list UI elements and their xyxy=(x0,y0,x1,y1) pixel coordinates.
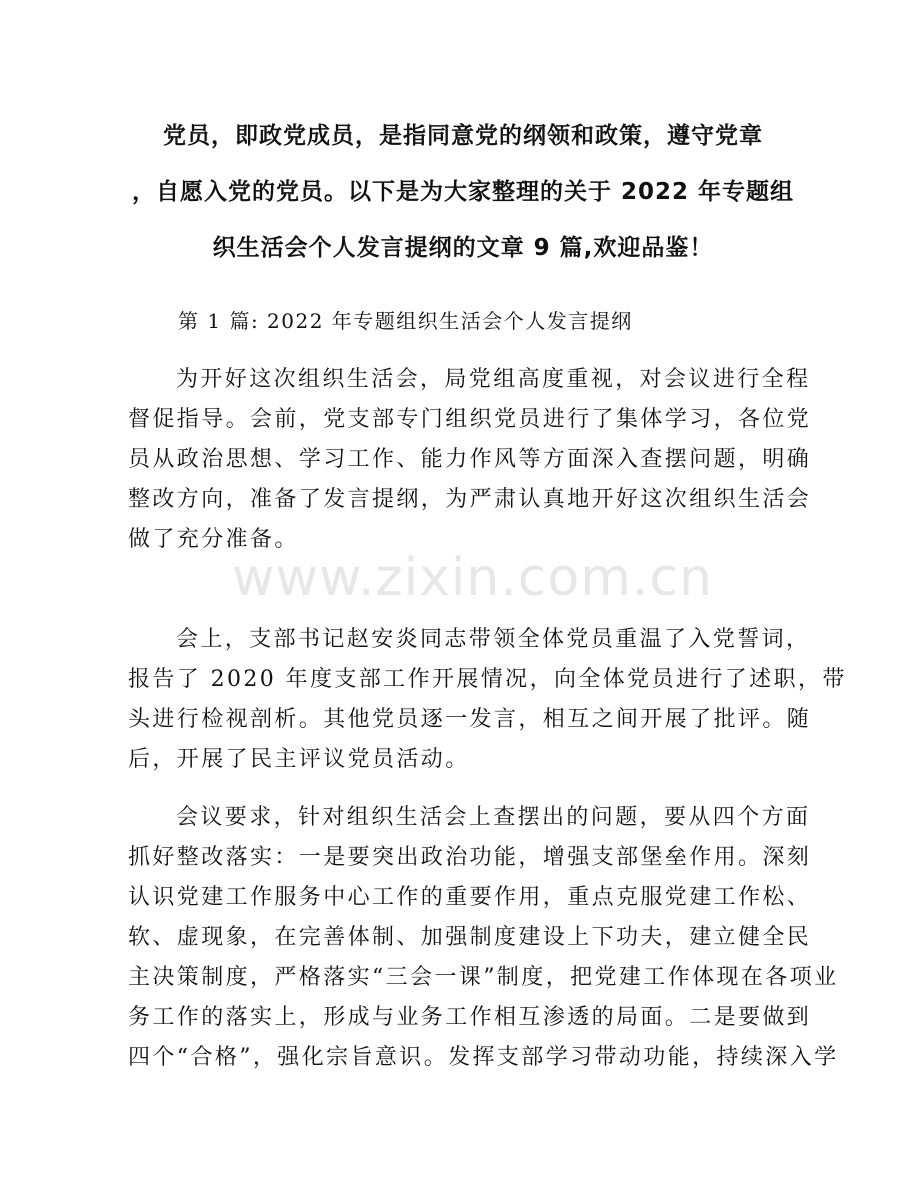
paragraph-line: 会上，支部书记赵安炎同志带领全体党员重温了入党誓词， xyxy=(176,627,811,652)
paragraph-line: 软、虚现象，在完善体制、加强制度建设上下功夫，建立健全民 xyxy=(128,925,812,950)
paragraph-line: 整改方向，准备了发言提纲，为严肃认真地开好这次组织生活会 xyxy=(128,487,812,512)
paragraph-2 xyxy=(128,620,847,780)
intro-line: 织生活会个人发言提纲的文章 9 篇,欢迎品鉴！ xyxy=(212,235,714,261)
paragraph-line: 四个“合格”，强化宗旨意识。发挥支部学习带动功能，持续深入学 xyxy=(128,1045,839,1070)
paragraph-line: 报告了 2020 年度支部工作开展情况，向全体党员进行了述职，带 xyxy=(128,667,847,692)
paragraph-line: 主决策制度，严格落实“三会一课”制度，把党建工作体现在各项业 xyxy=(128,965,839,990)
article-heading: 第 1 篇: 2022 年专题组织生活会个人发言提纲 xyxy=(178,309,633,333)
paragraph-line: 务工作的落实上，形成与业务工作相互渗透的局面。二是要做到 xyxy=(128,1005,812,1030)
paragraph-line: 会议要求，针对组织生活会上查摆出的问题，要从四个方面 xyxy=(176,805,811,830)
paragraph-line: 头进行检视剖析。其他党员逐一发言，相互之间开展了批评。随 xyxy=(128,707,812,732)
paragraph-line: 为开好这次组织生活会，局党组高度重视，对会议进行全程 xyxy=(176,367,811,392)
paragraph-1 xyxy=(128,360,812,560)
paragraph-line: 认识党建工作服务中心工作的重要作用，重点克服党建工作松、 xyxy=(128,885,812,910)
paragraph-line: 抓好整改落实：一是要突出政治功能，增强支部堡垒作用。深刻 xyxy=(128,845,812,870)
watermark: www.zixin.com.cn xyxy=(232,548,713,608)
paragraph-line: 做了充分准备。 xyxy=(128,527,299,552)
paragraph-3 xyxy=(128,798,839,1078)
intro-line: 党员，即政党成员，是指同意党的纲领和政策，遵守党章 xyxy=(163,123,763,149)
paragraph-line: 员从政治思想、学习工作、能力作风等方面深入查摆问题，明确 xyxy=(128,447,812,472)
intro-block xyxy=(118,108,808,276)
paragraph-line: 督促指导。会前，党支部专门组织党员进行了集体学习，各位党 xyxy=(128,407,812,432)
paragraph-line: 后，开展了民主评议党员活动。 xyxy=(128,747,470,772)
intro-line: ，自愿入党的党员。以下是为大家整理的关于 2022 年专题组 xyxy=(131,179,795,205)
